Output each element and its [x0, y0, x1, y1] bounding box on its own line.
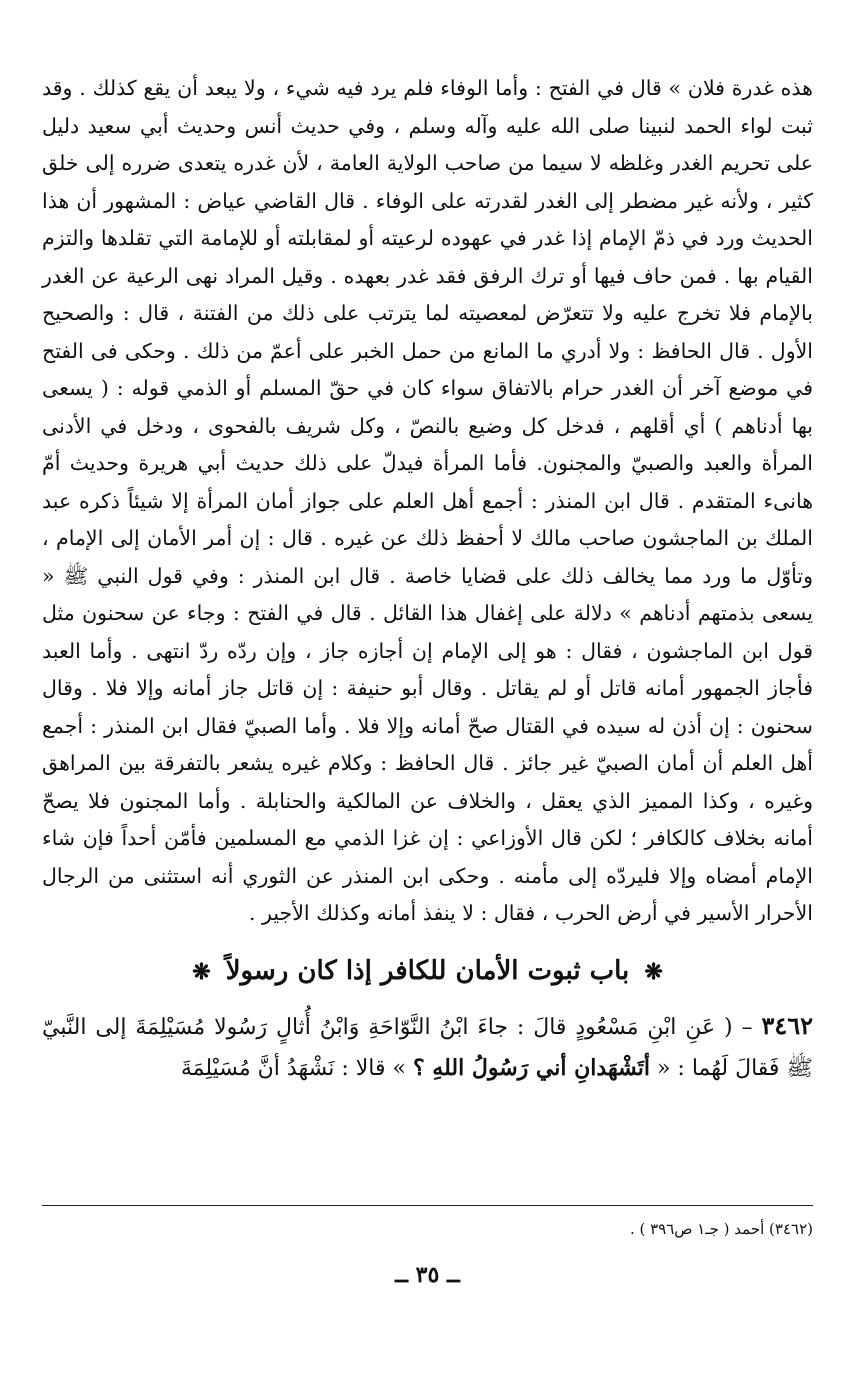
hadith-number: ٣٤٦٢	[761, 1010, 813, 1040]
page-number: ــ ٣٥ ــ	[395, 1262, 460, 1288]
commentary-text-block	[42, 70, 813, 933]
footnote: (٣٤٦٢) أحمد ( جـ١ ص٣٩٦ ) .	[629, 1220, 813, 1238]
hadith-dash: –	[732, 1014, 762, 1040]
star-ornament-icon: ❋	[192, 958, 211, 985]
hadith-text-before: ( عَنِ ابْنِ مَسْعُودٍ قالَ : جاءَ ابْنُ النَّوّاحَةِ وَابْنُ أُثالٍ رَسُولا مُسَيْلِمَةَ إلى النَّبيّ ﷺ فَقالَ لَهُما : «	[42, 1014, 813, 1081]
section-heading-title: باب ثبوت الأمان للكافر إذا كان رسولاً	[225, 955, 630, 986]
hadith-text-after: » قالا : نَشْهَدُ أنَّ مُسَيْلِمَةَ	[180, 1055, 413, 1081]
commentary-paragraph: هذه غدرة فلان » قال في الفتح : وأما الوفاء فلم يرد فيه شيء ، ولا يبعد أن يقع كذلك . وقد ثبت لواء الحمد لنبينا صلى الله عليه وآله وسلم ، وفي حديث أنس وحديث أبي سعيد دليل على تحريم الغدر وغلظه لا سيما من صاحب الولاية العامة ، لأن غدره يتعدى ضرره إلى خلق كثير ، ولأنه غير مضطر إلى الغدر لقدرته على الوفاء . قال القاضي عياض : المشهور أن هذا الحديث ورد في ذمّ الإمام إذا غدر في عهوده لرعيته أو لمقابلته أو للإمامة التي تقلدها والتزم القيام بها . فمن حاف فيها أو ترك الرفق فقد غدر بعهده . وقيل المراد نهى الرعية عن الغدر بالإمام فلا تخرج عليه ولا تتعرّض لمعصيته لما يترتب على ذلك من الفتنة ، قال : والصحيح الأول . قال الحافظ : ولا أدري ما المانع من حمل الخبر على أعمّ من ذلك . وحكى فى الفتح في موضع آخر أن الغدر حرام بالاتفاق سواء كان في حقّ المسلم أو الذمي قوله : ( يسعى بها أدناهم ) أي أقلهم ، فدخل كل وضيع بالنصّ ، وكل شريف بالفحوى ، ودخل في الأدنى المرأة والعبد والصبيّ والمجنون. فأما المرأة فيدلّ على ذلك حديث أبي هريرة وحديث أمّ هانىء المتقدم . قال ابن المنذر : أجمع أهل العلم على جواز أمان المرأة إلا شيئاً ذكره عبد الملك بن الماجشون صاحب مالك لا أحفظ ذلك عن غيره . قال : إن أمر الأمان إلى الإمام ، وتأوّل ما ورد مما يخالف ذلك على قضايا خاصة . قال ابن المنذر : وفي قول النبي ﷺ « يسعى بذمتهم أدناهم » دلالة على إغفال هذا القائل . قال في الفتح : وجاء عن سحنون مثل قول ابن الماجشون ، فقال : هو إلى الإمام إن أجازه جاز ، وإن ردّه ردّ انتهى . وأما العبد فأجاز الجمهور أمانه قاتل أو لم يقاتل . وقال أبو حنيفة : إن قاتل جاز أمانه وإلا فلا . وقال سحنون : إن أذن له سيده في القتال صحّ أمانه وإلا فلا . وأما الصبيّ فقال ابن المنذر : أجمع أهل العلم أن أمان الصبيّ غير جائز . قال الحافظ : وكلام غيره يشعر بالتفرقة بين المراهق وغيره ، وكذا المميز الذي يعقل ، والخلاف عن المالكية والحنابلة . وأما المجنون فلا يصحّ أمانه بخلاف كالكافر ؛ لكن قال الأوزاعي : إن غزا الذمي مع المسلمين فأمّن أحداً فإن شاء الإمام أمضاه وإلا فليردّه إلى مأمنه . وحكى ابن المنذر عن الثوري أنه استثنى من الرجال الأحرار الأسير في أرض الحرب ، فقال : لا ينفذ أمانه وكذلك الأجير .	[42, 76, 813, 925]
hadith-block	[42, 1006, 813, 1089]
section-heading	[42, 951, 813, 992]
footnote-divider	[42, 1205, 813, 1206]
hadith-prophet-quote: أتَشْهَدانِ أني رَسُولُ اللهِ ؟	[412, 1054, 650, 1081]
page-content	[42, 70, 813, 1089]
star-ornament-icon: ❋	[644, 958, 663, 985]
